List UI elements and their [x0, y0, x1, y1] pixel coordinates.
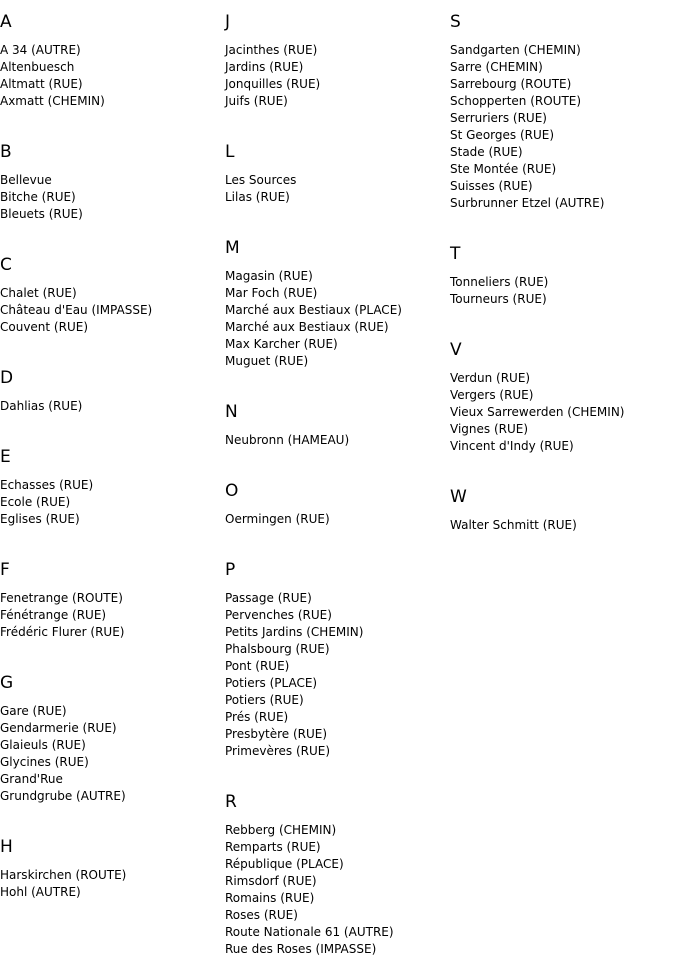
- street-list-item: Max Karcher (RUE): [225, 337, 338, 351]
- street-list-item: A 34 (AUTRE): [0, 43, 81, 57]
- street-list-item: Schopperten (ROUTE): [450, 94, 582, 108]
- street-list-item: Grand'Rue: [0, 772, 63, 786]
- index-column-1: [0, 0, 225, 921]
- street-list-item: Glycines (RUE): [0, 755, 89, 769]
- street-list-item: Rue des Roses (IMPASSE): [225, 942, 377, 956]
- street-list-item: Bitche (RUE): [0, 190, 76, 204]
- letter-group: [0, 825, 225, 901]
- street-list-item: Presbytère (RUE): [225, 727, 328, 741]
- street-list-item: Harskirchen (ROUTE): [0, 868, 127, 882]
- street-list-item: Serruriers (RUE): [450, 111, 547, 125]
- letter-group: [225, 548, 450, 760]
- section-letter-heading: H: [0, 837, 13, 857]
- street-list-item: Mar Foch (RUE): [225, 286, 318, 300]
- section-letter-heading: V: [450, 340, 462, 360]
- section-letter-heading: A: [0, 12, 12, 32]
- letter-group: [0, 0, 225, 110]
- street-list-item: Ecole (RUE): [0, 495, 71, 509]
- street-list-item: Altmatt (RUE): [0, 77, 83, 91]
- section-letter-heading: G: [0, 673, 14, 693]
- street-list-item: Roses (RUE): [225, 908, 298, 922]
- street-list-item: Marché aux Bestiaux (PLACE): [225, 303, 402, 317]
- street-list-item: Fénétrange (RUE): [0, 608, 107, 622]
- section-letter-heading: N: [225, 402, 238, 422]
- section-letter-heading: E: [0, 447, 11, 467]
- letter-group: [0, 661, 225, 805]
- street-list-item: Magasin (RUE): [225, 269, 313, 283]
- index-column-2: [225, 0, 450, 978]
- street-list-item: Vergers (RUE): [450, 388, 534, 402]
- street-list-item: Fenetrange (ROUTE): [0, 591, 123, 605]
- section-letter-heading: T: [450, 244, 461, 264]
- street-list-item: Ste Montée (RUE): [450, 162, 557, 176]
- street-list-item: Altenbuesch: [0, 60, 75, 74]
- street-list-item: Primevères (RUE): [225, 744, 331, 758]
- street-list-item: Frédéric Flurer (RUE): [0, 625, 125, 639]
- street-list-item: Surbrunner Etzel (AUTRE): [450, 196, 605, 210]
- street-list-item: Château d'Eau (IMPASSE): [0, 303, 153, 317]
- section-letter-heading: W: [450, 487, 467, 507]
- street-list-item: Suisses (RUE): [450, 179, 533, 193]
- letter-group: [0, 356, 225, 415]
- street-list-item: Juifs (RUE): [225, 94, 288, 108]
- street-list-item: Stade (RUE): [450, 145, 523, 159]
- street-list-item: Gendarmerie (RUE): [0, 721, 117, 735]
- street-list-item: Glaieuls (RUE): [0, 738, 86, 752]
- street-list-item: Vieux Sarrewerden (CHEMIN): [450, 405, 625, 419]
- letter-group: [450, 475, 675, 534]
- index-column-3: [450, 0, 675, 554]
- section-letter-heading: O: [225, 481, 239, 501]
- street-list-item: Eglises (RUE): [0, 512, 80, 526]
- street-list-item: Walter Schmitt (RUE): [450, 518, 577, 532]
- letter-group: [0, 435, 225, 528]
- section-letter-heading: J: [225, 12, 231, 32]
- section-letter-heading: F: [0, 560, 10, 580]
- letter-group: [450, 232, 675, 308]
- section-letter-heading: C: [0, 255, 12, 275]
- street-list-item: Lilas (RUE): [225, 190, 290, 204]
- section-letter-heading: B: [0, 142, 12, 162]
- street-list-item: Echasses (RUE): [0, 478, 94, 492]
- street-list-item: Petits Jardins (CHEMIN): [225, 625, 364, 639]
- section-letter-heading: L: [225, 142, 235, 162]
- letter-group: [0, 548, 225, 641]
- street-list-item: Gare (RUE): [0, 704, 67, 718]
- section-letter-heading: S: [450, 12, 461, 32]
- street-list-item: Vincent d'Indy (RUE): [450, 439, 574, 453]
- street-list-item: Jardins (RUE): [225, 60, 304, 74]
- street-list-item: Sandgarten (CHEMIN): [450, 43, 581, 57]
- street-list-item: Sarrebourg (ROUTE): [450, 77, 572, 91]
- street-list-item: Jonquilles (RUE): [225, 77, 321, 91]
- street-list-item: Pont (RUE): [225, 659, 290, 673]
- street-list-item: Passage (RUE): [225, 591, 312, 605]
- street-list-item: Tonneliers (RUE): [450, 275, 549, 289]
- street-list-item: Grundgrube (AUTRE): [0, 789, 126, 803]
- street-list-item: Rebberg (CHEMIN): [225, 823, 337, 837]
- letter-group: [225, 226, 450, 370]
- section-letter-heading: P: [225, 560, 236, 580]
- street-list-item: Neubronn (HAMEAU): [225, 433, 350, 447]
- street-list-item: Chalet (RUE): [0, 286, 77, 300]
- street-list-item: St Georges (RUE): [450, 128, 555, 142]
- street-list-item: Route Nationale 61 (AUTRE): [225, 925, 394, 939]
- street-list-item: Jacinthes (RUE): [225, 43, 318, 57]
- street-list-item: Pervenches (RUE): [225, 608, 332, 622]
- street-list-item: Hohl (AUTRE): [0, 885, 81, 899]
- street-list-item: Muguet (RUE): [225, 354, 309, 368]
- street-list-item: Bleuets (RUE): [0, 207, 83, 221]
- street-list-item: Axmatt (CHEMIN): [0, 94, 105, 108]
- street-list-item: Remparts (RUE): [225, 840, 321, 854]
- letter-group: [225, 469, 450, 528]
- street-list-item: Bellevue: [0, 173, 52, 187]
- letter-group: [225, 390, 450, 449]
- street-list-item: Phalsbourg (RUE): [225, 642, 330, 656]
- street-list-item: Verdun (RUE): [450, 371, 531, 385]
- letter-group: [0, 130, 225, 223]
- street-list-item: Couvent (RUE): [0, 320, 89, 334]
- street-list-item: République (PLACE): [225, 857, 344, 871]
- letter-group: [450, 328, 675, 455]
- street-list-item: Sarre (CHEMIN): [450, 60, 543, 74]
- street-list-item: Marché aux Bestiaux (RUE): [225, 320, 389, 334]
- street-list-item: Potiers (RUE): [225, 693, 304, 707]
- street-list-item: Rimsdorf (RUE): [225, 874, 317, 888]
- street-list-item: Les Sources: [225, 173, 297, 187]
- letter-group: [225, 0, 450, 110]
- street-list-item: Dahlias (RUE): [0, 399, 83, 413]
- street-list-item: Vignes (RUE): [450, 422, 529, 436]
- section-letter-heading: M: [225, 238, 240, 258]
- street-list-item: Prés (RUE): [225, 710, 289, 724]
- letter-group: [225, 130, 450, 206]
- street-list-item: Potiers (PLACE): [225, 676, 318, 690]
- street-list-item: Tourneurs (RUE): [450, 292, 547, 306]
- letter-group: [0, 243, 225, 336]
- letter-group: [450, 0, 675, 212]
- street-list-item: Romains (RUE): [225, 891, 315, 905]
- section-letter-heading: R: [225, 792, 237, 812]
- section-letter-heading: D: [0, 368, 14, 388]
- letter-group: [225, 780, 450, 958]
- street-list-item: Oermingen (RUE): [225, 512, 330, 526]
